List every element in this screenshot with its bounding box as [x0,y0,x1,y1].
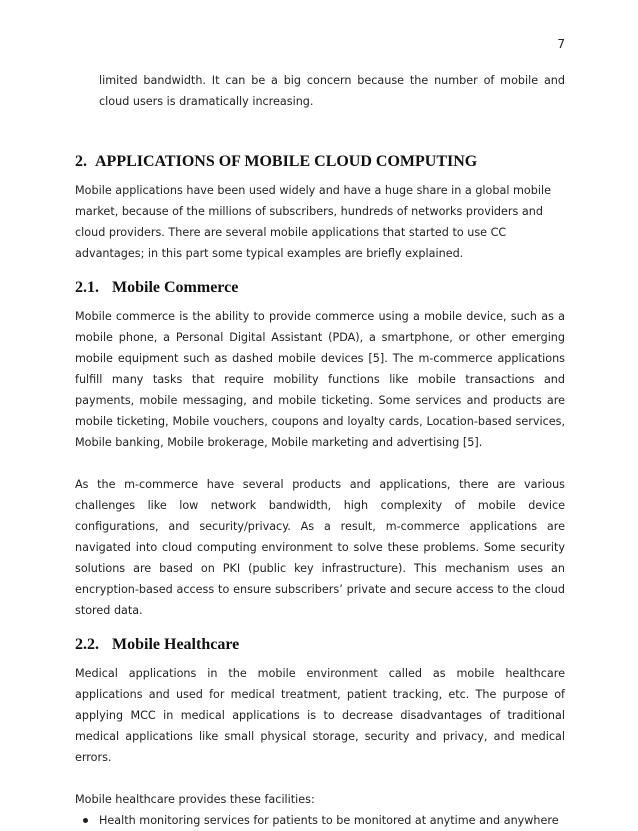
section-2-1-title: Mobile Commerce [112,279,239,296]
section-2-2-number: 2.2. [75,636,99,653]
section-2-title: APPLICATIONS OF MOBILE CLOUD COMPUTING [95,153,478,170]
section-2-heading [75,153,565,171]
section-2-2-title: Mobile Healthcare [112,636,240,653]
page-number: 7 [557,37,565,51]
list-item [75,810,565,831]
bullet-icon [75,810,99,831]
section-2-1-number: 2.1. [75,279,99,296]
section-2-1-paragraph-1: Mobile commerce is the ability to provide commerce using a mobile device, such as a mobile phone, a Personal Digital Assistant (PDA), a smartphone, or other emerging mobile equipment such as dashed mobile devices [5]. The m-commerce applications fulfill many tasks that require mobility functions like mobile transactions and payments, mobile messaging, and mobile ticketing. Some services and products are mobile ticketing, Mobile vouchers, coupons and loyalty cards, Location-based services, Mobile banking, Mobile brokerage, Mobile marketing and advertising [5]. [75,310,565,449]
section-2-2-paragraph-2: Mobile healthcare provides these facilities: [75,793,315,806]
intro-paragraph: limited bandwidth. It can be a big concern because the number of mobile and cloud users is dramatically increasing. [99,74,565,108]
page-content [75,70,565,831]
section-2-paragraph: Mobile applications have been used widely and have a huge share in a global mobile market, because of the millions of subscribers, hundreds of networks providers and cloud providers. There are several mobile applications that started to use CC advantages; in this part some typical examples are briefly explained. [75,184,551,260]
section-2-1-heading [75,279,565,297]
section-2-number: 2. [75,153,87,170]
list-item-text: Health monitoring services for patients to be monitored at anytime and anywhere [99,814,559,827]
section-2-2-heading [75,636,565,654]
section-2-2-paragraph-1: Medical applications in the mobile environment called as mobile healthcare applications and used for medical treatment, patient tracking, etc. The purpose of applying MCC in medical applications is to decrease disadvantages of traditional medical applications like small physical storage, security and privacy, and medical errors. [75,667,565,764]
section-2-1-paragraph-2: As the m-commerce have several products and applications, there are various challenges like low network bandwidth, high complexity of mobile device configurations, and security/privacy. As a result, m-commerce applications are navigated into cloud computing environment to solve these problems. Some security solutions are based on PKI (public key infrastructure). This mechanism uses an encryption-based access to ensure subscribers’ private and secure access to the cloud stored data. [75,478,565,617]
facilities-list [75,810,565,831]
